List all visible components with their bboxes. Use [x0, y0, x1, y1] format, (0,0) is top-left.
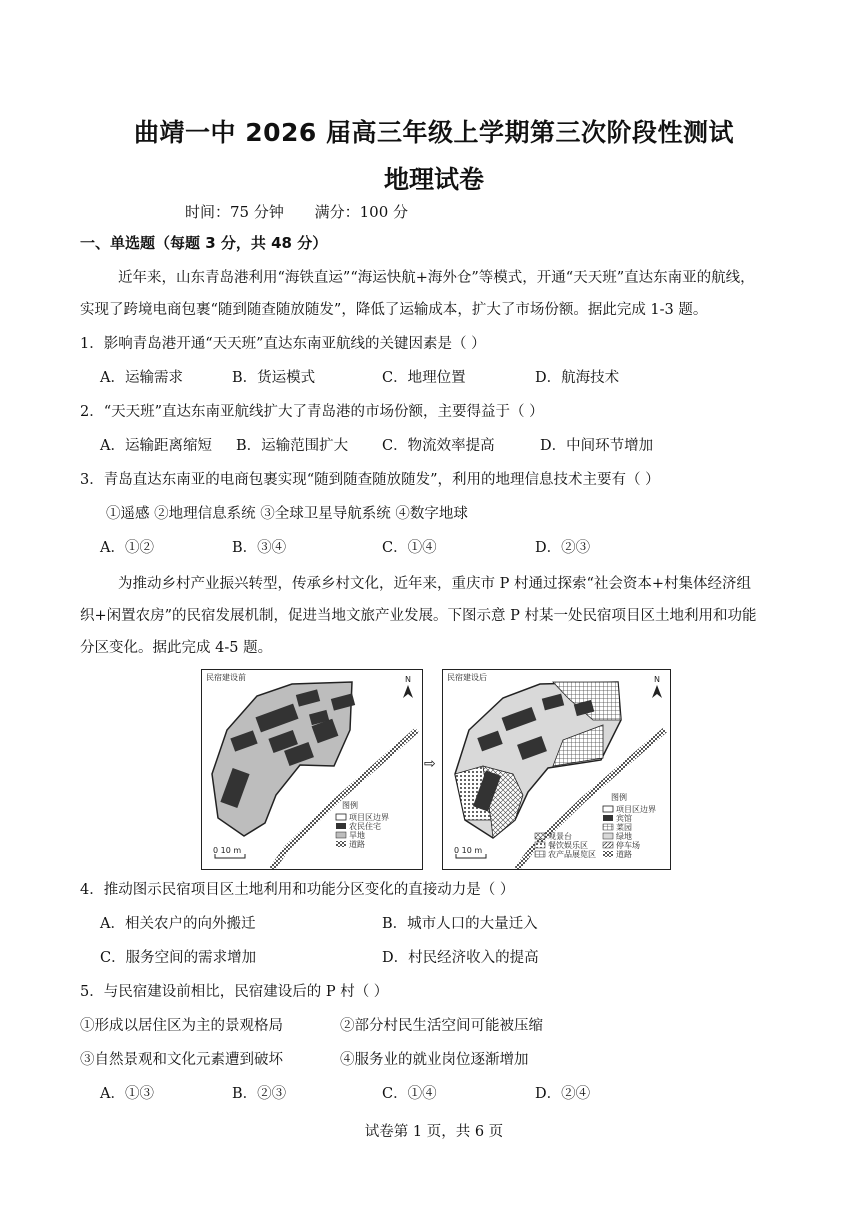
- passage2-line1: 为推动乡村产业振兴转型，传承乡村文化，近年来，重庆市 P 村通过探索“社会资本+村集体经济组: [118, 576, 752, 592]
- svg-text:农产品展览区: 农产品展览区: [548, 850, 596, 859]
- q5-item-2: ②部分村民生活空间可能被压缩: [340, 1018, 543, 1034]
- q5-option-d: D．②④: [535, 1086, 591, 1102]
- exam-subtitle: 地理试卷: [383, 165, 484, 194]
- q1-option-b: B．货运模式: [232, 370, 316, 386]
- map-after-title: 民宿建设后: [447, 673, 487, 682]
- map-before-drawing: [202, 670, 422, 869]
- q4-stem: 4．推动图示民宿项目区土地利用和功能分区变化的直接动力是（ ）: [80, 882, 515, 898]
- q5-option-b: B．②③: [232, 1086, 287, 1102]
- q1-option-d: D．航海技术: [535, 370, 620, 386]
- q5-item-3: ③自然景观和文化元素遭到破坏: [80, 1052, 283, 1068]
- q3-option-a: A．①②: [100, 540, 154, 556]
- scale-label-after: 0 10 m: [454, 846, 483, 855]
- transition-arrow-icon: ⇨: [424, 756, 436, 772]
- q3-option-b: B．③④: [232, 540, 287, 556]
- svg-text:观景台: 观景台: [548, 832, 572, 841]
- map-before-title: 民宿建设前: [206, 673, 246, 682]
- svg-text:菜园: 菜园: [616, 823, 632, 832]
- exam-title: 曲靖一中 2026 届高三年级上学期第三次阶段性测试: [134, 118, 734, 147]
- exam-meta: [185, 201, 434, 222]
- svg-text:农民住宅: 农民住宅: [349, 822, 381, 831]
- north-arrow-icon: [403, 685, 413, 698]
- q1-option-a: A．运输需求: [100, 370, 183, 386]
- north-label: N: [405, 675, 411, 684]
- q3-items: ①遥感 ②地理信息系统 ③全球卫星导航系统 ④数字地球: [106, 506, 468, 522]
- passage2-line2: 织+闲置农房”的民宿发展机制，促进当地文旅产业发展。下图示意 P 村某一处民宿项目区土地利用和功能: [80, 608, 757, 624]
- q4-option-c: C．服务空间的需求增加: [100, 950, 257, 966]
- q1-stem: 1．影响青岛港开通“天天班”直达东南亚航线的关键因素是（ ）: [80, 336, 486, 352]
- svg-text:绿地: 绿地: [616, 832, 632, 841]
- project-area-before: [212, 682, 352, 836]
- q1-option-c: C．地理位置: [382, 370, 466, 386]
- q4-option-d: D．村民经济收入的提高: [382, 950, 539, 966]
- q3-stem: 3．青岛直达东南亚的电商包裹实现“随到随查随放随发”，利用的地理信息技术主要有（ ）: [80, 472, 660, 488]
- svg-text:宾馆: 宾馆: [616, 814, 632, 823]
- svg-text:餐饮娱乐区: 餐饮娱乐区: [548, 841, 588, 850]
- section-heading: 一、单选题（每题 3 分，共 48 分）: [80, 234, 328, 252]
- q2-option-d: D．中间环节增加: [540, 438, 654, 454]
- svg-text:项目区边界: 项目区边界: [616, 805, 656, 814]
- passage1-line1: 近年来，山东青岛港利用“海铁直运”“海运快航+海外仓”等模式，开通“天天班”直达东南亚的航线，: [118, 270, 755, 286]
- svg-text:旱地: 旱地: [349, 831, 365, 840]
- exam-score: 满分：100 分: [314, 203, 409, 221]
- q2-stem: 2．“天天班”直达东南亚航线扩大了青岛港的市场份额，主要得益于（ ）: [80, 404, 544, 420]
- q5-stem: 5．与民宿建设前相比，民宿建设后的 P 村（ ）: [80, 984, 389, 1000]
- q5-option-a: A．①③: [100, 1086, 154, 1102]
- svg-text:道路: 道路: [349, 840, 365, 849]
- map-after: [442, 669, 671, 870]
- q5-item-4: ④服务业的就业岗位逐渐增加: [340, 1052, 529, 1068]
- passage1-line2: 实现了跨境电商包裹“随到随查随放随发”，降低了运输成本，扩大了市场份额。据此完成 1-3 题。: [80, 302, 708, 318]
- svg-text:项目区边界: 项目区边界: [349, 813, 389, 822]
- q3-option-d: D．②③: [535, 540, 591, 556]
- passage2-line3: 分区变化。据此完成 4-5 题。: [80, 640, 273, 656]
- legend-before: [336, 800, 389, 849]
- page-footer: 试卷第 1 页，共 6 页: [364, 1124, 504, 1140]
- q4-option-a: A．相关农户的向外搬迁: [100, 916, 256, 932]
- q5-option-c: C．①④: [382, 1086, 437, 1102]
- svg-text:道路: 道路: [616, 850, 632, 859]
- q5-item-1: ①形成以居住区为主的景观格局: [80, 1018, 283, 1034]
- north-arrow-after-icon: [652, 685, 662, 698]
- map-after-drawing: [443, 670, 670, 869]
- exam-time: 时间：75 分钟: [185, 203, 284, 221]
- q2-option-c: C．物流效率提高: [382, 438, 495, 454]
- q4-option-b: B．城市人口的大量迁入: [382, 916, 538, 932]
- q3-option-c: C．①④: [382, 540, 437, 556]
- scale-label: 0 10 m: [213, 846, 242, 855]
- svg-text:停车场: 停车场: [616, 841, 640, 850]
- north-label-after: N: [654, 675, 660, 684]
- map-before: [201, 669, 423, 870]
- q2-option-b: B．运输范围扩大: [236, 438, 349, 454]
- q2-option-a: A．运输距离缩短: [100, 438, 212, 454]
- svg-text:图例: 图例: [611, 793, 627, 802]
- svg-text:图例: 图例: [342, 801, 358, 810]
